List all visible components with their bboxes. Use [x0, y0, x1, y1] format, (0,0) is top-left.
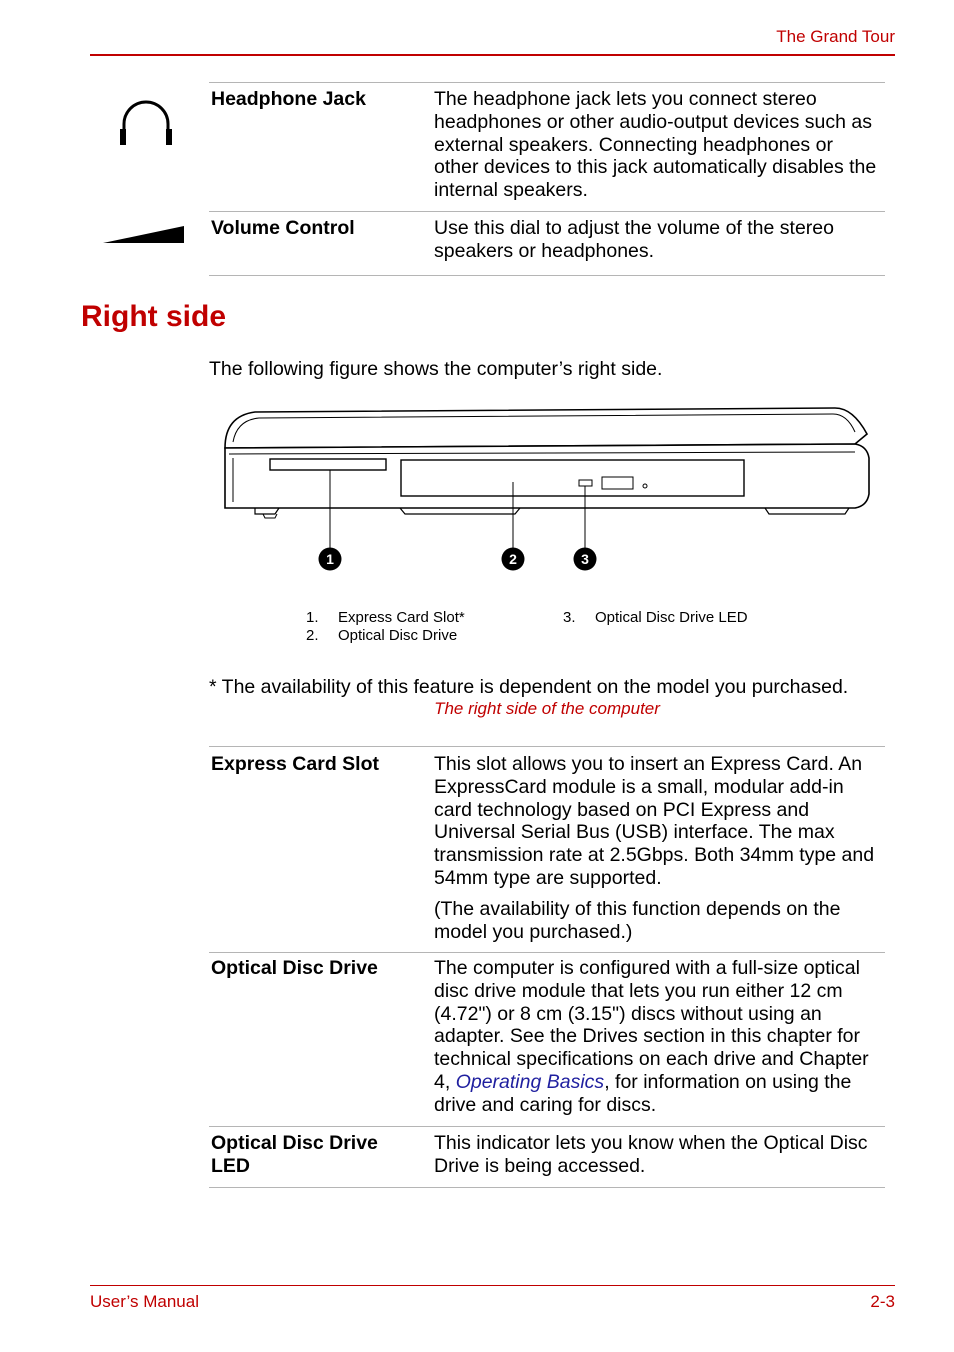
legend-item — [306, 609, 465, 627]
express-card-slot-description — [434, 753, 880, 943]
callout-3 — [574, 548, 597, 571]
section-heading: Right side — [81, 300, 227, 333]
express-card-availability-note: (The availability of this function depends on the model you purchased.) — [434, 897, 841, 943]
page-number: 2-3 — [870, 1292, 895, 1311]
table-rule — [209, 275, 885, 276]
optical-drive-text: , for information on using the drive and caring for discs. — [434, 1070, 852, 1116]
express-card-slot-term: Express Card Slot — [211, 753, 379, 775]
laptop-right-side-illustration — [215, 402, 880, 582]
headphone-jack-description: The headphone jack lets you connect stereo headphones or other audio-output devices such as external speakers. Connecting headphones or other devices to this jack automatically disables the internal speakers. — [434, 88, 877, 202]
callout-2 — [502, 548, 525, 571]
volume-control-description: Use this dial to adjust the volume of the stereo speakers or headphones. — [434, 217, 834, 262]
volume-control-term: Volume Control — [211, 217, 355, 239]
operating-basics-link[interactable]: Operating Basics — [455, 1070, 605, 1093]
section-intro: The following figure shows the computer’s right side. — [209, 358, 663, 380]
table-rule — [209, 952, 885, 953]
table-rule — [209, 82, 885, 83]
header-rule — [90, 54, 895, 56]
optical-drive-text: The computer is configured with a full-size optical disc drive module that lets you run either 12 cm (4.72") or 8 cm (3.15") discs without using an adapter. See the Drives section in this chapter for technical specifications on each drive and Chapter 4, — [434, 957, 869, 1093]
svg-text:1: 1 — [326, 551, 334, 567]
legend-number: 3. — [563, 609, 576, 626]
optical-disc-drive-led-term: Optical Disc Drive LED — [211, 1132, 378, 1177]
running-header: The Grand Tour — [776, 27, 895, 46]
volume-wedge-icon — [103, 225, 185, 245]
svg-text:3: 3 — [581, 551, 589, 567]
legend-item — [306, 627, 457, 645]
legend-number: 2. — [306, 627, 319, 644]
optical-disc-drive-description — [434, 957, 880, 1117]
optical-disc-drive-term: Optical Disc Drive — [211, 957, 378, 979]
optical-disc-drive-led-description: This indicator lets you know when the Optical Disc Drive is being accessed. — [434, 1132, 868, 1177]
express-card-paragraph: This slot allows you to insert an Express Card. An ExpressCard module is a small, modular add-in card technology based on PCI Express and Universal Serial Bus (USB) interface. The max transmission rate at 2.5Gbps. Both 34mm type and 54mm type are supported. — [434, 753, 875, 889]
legend-label: Express Card Slot* — [338, 609, 465, 626]
svg-text:2: 2 — [509, 551, 517, 567]
legend-label: Optical Disc Drive LED — [595, 609, 748, 626]
availability-footnote: * The availability of this feature is dependent on the model you purchased. — [209, 676, 849, 698]
figure-caption: The right side of the computer — [434, 699, 660, 718]
table-rule — [209, 746, 885, 747]
legend-item — [563, 609, 748, 627]
legend-number: 1. — [306, 609, 319, 626]
legend-label: Optical Disc Drive — [338, 627, 458, 644]
footer-rule — [90, 1285, 895, 1286]
footer-manual-title: User’s Manual — [90, 1292, 199, 1311]
headphone-icon — [118, 98, 174, 148]
headphone-jack-term: Headphone Jack — [211, 88, 366, 110]
table-rule — [209, 1187, 885, 1188]
table-rule — [209, 211, 885, 212]
callout-1 — [319, 548, 342, 571]
table-rule — [209, 1126, 885, 1127]
